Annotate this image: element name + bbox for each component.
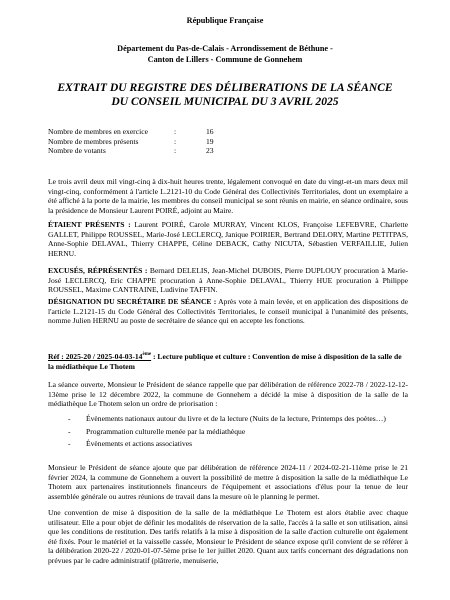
priority-list <box>68 414 408 452</box>
stat-colon: : <box>174 127 177 136</box>
secretaire-paragraph <box>48 297 408 326</box>
paragraph-2: Monsieur le Président de séance ajoute que par délibération de référence 2024-11 / 2024-02-21-11ème prise le 21 février 2024, la commune de Gonnehem a ouvert la possibilité de mettre à disposition la salle de la médiathèque Le Thotem aux partenaires institutionnels financeurs de l'équipement et associations d'élus pour la tenue de leur assemblée générale ou autres réunions de travail dans la mesure où le planning le permet. <box>48 463 408 501</box>
stat-colon: : <box>174 146 177 156</box>
stat-value: 23 <box>206 146 214 156</box>
stat-value: 16 <box>206 127 214 136</box>
reference-label: Réf : 2025-20 / 2025-04-03-14ème <box>48 352 152 361</box>
excuses-text: Bernard DELELIS, Jean-Michel DUBOIS, Pierre DUPLOUY procuration à Marie-José LECLERCQ, Eric CHAPPE procuration à Anne-Sophie DELAVAL, Thierry HUE procuration à Philippe ROUSSEL, Maxime CANTRAINE, Ludivine TAFFIN. <box>48 266 408 295</box>
title-line-1: EXTRAIT DU REGISTRE DES DÉLIBERATIONS DE LA SÉANCE <box>57 81 393 94</box>
member-stats <box>48 127 408 156</box>
excuses-paragraph <box>48 266 408 295</box>
stat-row <box>48 146 408 156</box>
presents-paragraph <box>48 220 408 258</box>
stat-colon: : <box>174 136 177 146</box>
stat-row <box>48 127 408 137</box>
document-title <box>40 81 410 109</box>
administrative-header <box>40 43 410 65</box>
presents-text: Laurent POIRÉ, Carole MURRAY, Vincent KLOS, Françoise LEFEBVRE, Charlette GALLET, Philippe ROUSSEL, Marie-José LECLERCQ, Janique POIRIER, Bertrand DELORY, Martine PETITPAS, Anne-Sophie DELAVAL, Thierry CHAPPE, Céline DEBACK, Cathy NICUTA, Sébastien VERFAILLIE, Julien HERNU. <box>48 220 408 258</box>
intro-paragraph: Le trois avril deux mil vingt-cinq à dix-huit heures trente, légalement convoqué en date du vingt-et-un mars deux mil vingt-cinq, conformément à l'article L.2121-10 du Code Général des Collectivités Territoriales, dont un exemplaire a été affiché à la porte de la mairie, les membres du conseil municipal se sont réunis en mairie, en séance ordinaire, sous la présidence de Monsieur Laurent POIRÉ, adjoint au Maire. <box>48 177 409 215</box>
republic-heading: République Française <box>186 16 264 25</box>
department-line: Département du Pas-de-Calais - Arrondissement de Béthune - <box>117 44 333 53</box>
list-item: - Évènements nationaux autour du livre et de la lecture (Nuits de la lecture, Printemps des poètes…) <box>68 414 386 423</box>
excuses-label: EXCUSÉS, RÉPRÉSENTÉS : <box>48 266 148 275</box>
reference-text: : Lecture publique et culture : Convention de mise à disposition de la salle de la médiathèque Le Thotem <box>48 352 402 371</box>
canton-line: Canton de Lillers - Commune de Gonnehem <box>147 55 303 64</box>
reference-heading <box>48 352 408 371</box>
list-item: - Programmation culturelle menée par la médiathèque <box>68 426 246 436</box>
secretaire-text: Après vote à main levée, et en application des dispositions de l'article L.2121-15 du Code Général des Collectivités Territoriales, le conseil municipal à l'unanimité des présents, nomme Julien HERNU au poste de secrétaire de séance qui en accepte les fonctions. <box>48 297 409 326</box>
secretaire-label: DÉSIGNATION DU SECRÉTAIRE DE SÉANCE : <box>48 297 217 306</box>
stat-row <box>48 137 408 147</box>
stat-value: 19 <box>206 136 214 146</box>
title-line-2: DU CONSEIL MUNICIPAL DU 3 AVRIL 2025 <box>111 95 339 108</box>
paragraph-3: Une convention de mise à disposition de la salle de la médiathèque Le Thotem est alors établie avec chaque utilisateur. Elle a pour objet de définir les modalités de réservation de la salle, l'accès à la salle et son utilisation, ainsi que les conditions de restitution. Des tarifs relatifs à la mise à disposition de la salle d'action culturelle ont également été fixés. Pour le matériel et la vaisselle cassée, Monsieur le Président de séance expose qu'il convient de se référer à la délibération 2020-22 / 2020-01-07-5ème prise le 1er juillet 2020. Quant aux tarifs concernant des dégradations non prévues par le cadre administratif (plâtrerie, menuiserie, <box>48 508 408 565</box>
presents-label: ÉTAIENT PRÉSENTS : <box>48 220 131 229</box>
stat-label: Nombre de membres en exercice <box>48 127 148 136</box>
paragraph-1: La séance ouverte, Monsieur le Président de séance rappelle que par délibération de référence 2022-78 / 2022-12-12-13ème prise le 12 décembre 2022, la commune de Gonnehem a décidé la mise à disposition de la salle de la médiathèque Le Thotem selon un ordre de priorisation : <box>48 380 408 409</box>
stat-label: Nombre de votants <box>48 146 106 156</box>
list-item: - Évènements et actions associatives <box>68 439 193 449</box>
stat-label: Nombre de membres présents <box>48 136 139 146</box>
